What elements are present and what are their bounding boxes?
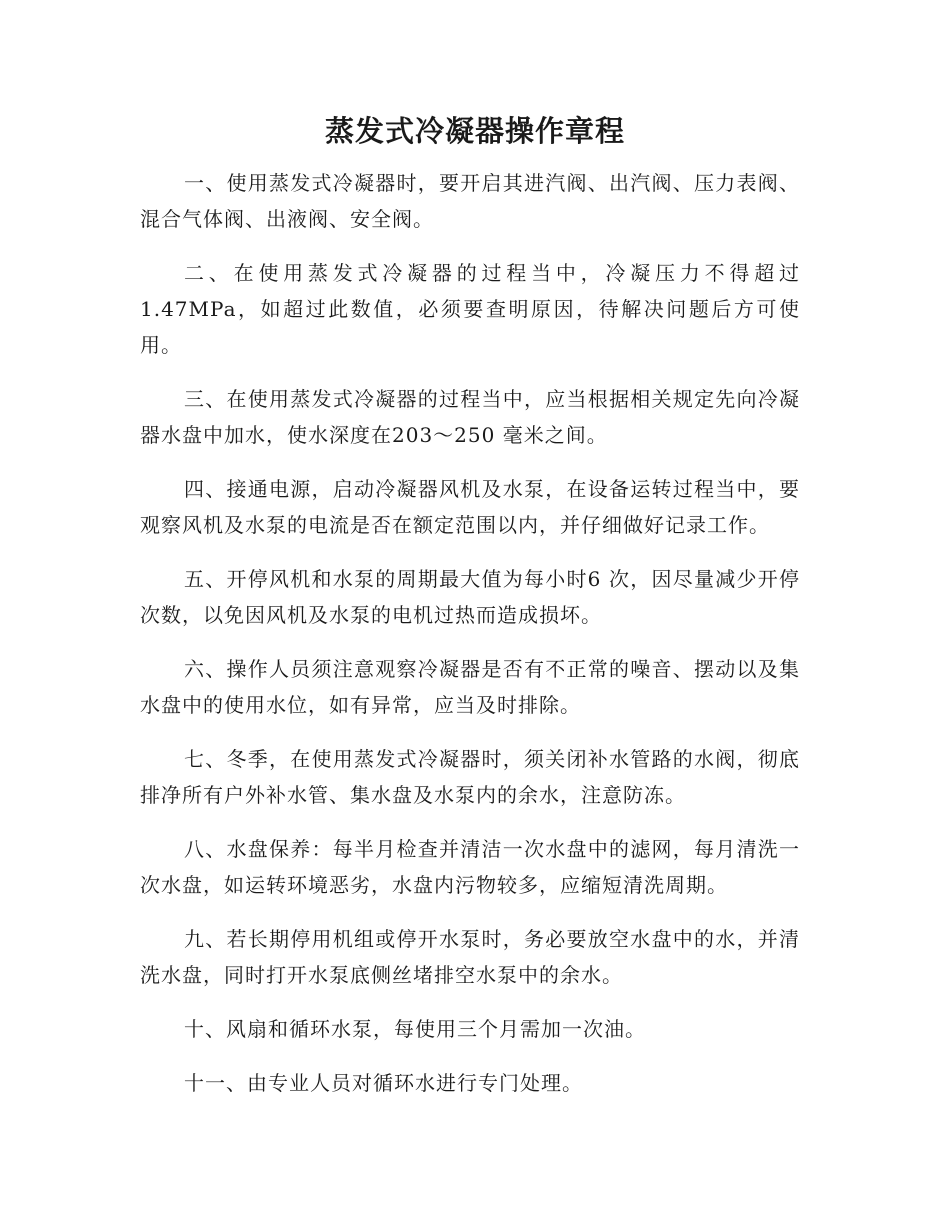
paragraph-4: 四、接通电源，启动冷凝器风机及水泵，在设备运转过程当中，要观察风机及水泵的电流是否在额定范围以内，并仔细做好记录工作。: [140, 477, 800, 537]
paragraph-7: 七、冬季，在使用蒸发式冷凝器时，须关闭补水管路的水阀，彻底排净所有户外补水管、集水盘及水泵内的余水，注意防冻。: [140, 747, 800, 807]
paragraph-2: 二、在使用蒸发式冷凝器的过程当中，冷凝压力不得超过1.47MPa，如超过此数值，必须要查明原因，待解决问题后方可使用。: [140, 261, 800, 357]
paragraph-9: 九、若长期停用机组或停开水泵时，务必要放空水盘中的水，并清洗水盘，同时打开水泵底侧丝堵排空水泵中的余水。: [140, 927, 800, 987]
paragraph-8: 八、水盘保养：每半月检查并清洁一次水盘中的滤网，每月清洗一次水盘，如运转环境恶劣，水盘内污物较多，应缩短清洗周期。: [140, 837, 800, 897]
paragraph-1: 一、使用蒸发式冷凝器时，要开启其进汽阀、出汽阀、压力表阀、混合气体阀、出液阀、安全阀。: [140, 171, 800, 231]
paragraph-11: 十一、由专业人员对循环水进行专门处理。: [184, 1071, 583, 1095]
paragraph-10: 十、风扇和循环水泵，每使用三个月需加一次油。: [184, 1017, 646, 1041]
document-title: 蒸发式冷凝器操作章程: [324, 114, 625, 148]
paragraph-5: 五、开停风机和水泵的周期最大值为每小时6 次，因尽量减少开停次数，以免因风机及水泵的电机过热而造成损坏。: [140, 567, 800, 627]
paragraph-3: 三、在使用蒸发式冷凝器的过程当中，应当根据相关规定先向冷凝器水盘中加水，使水深度在203～250 毫米之间。: [140, 387, 800, 447]
paragraph-6: 六、操作人员须注意观察冷凝器是否有不正常的噪音、摆动以及集水盘中的使用水位，如有异常，应当及时排除。: [140, 657, 800, 717]
document-body: [140, 165, 800, 1119]
